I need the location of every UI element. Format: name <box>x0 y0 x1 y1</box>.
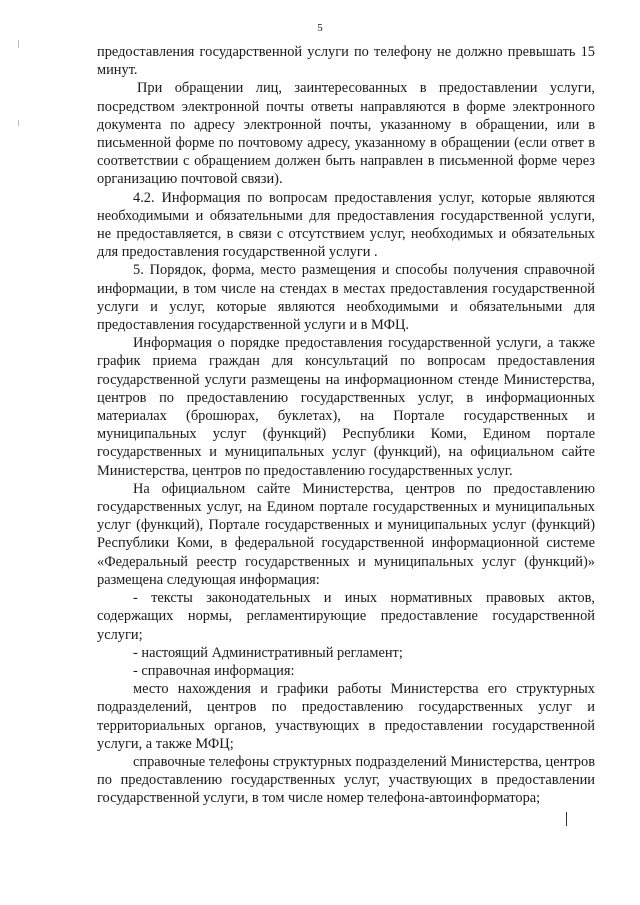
scan-edge-mark-bottom <box>18 120 19 126</box>
document-body <box>97 43 595 808</box>
paragraph-locations-schedules: место нахождения и графики работы Министерства его структурных подразделений, центров по предоставлению государственных услуг и территориальных органов, участвующих в предоставлении государственной услуги, а также МФЦ; <box>97 681 595 752</box>
paragraph-official-site: На официальном сайте Министерства, центров по предоставлению государственных услуг, на Едином портале государственных и муниципальных услуг (функций), Портале государственных и муниципальных услуг (функций) Республики Коми, в федеральной государственной информационной системе «Федеральный реестр государственных и муниципальных услуг (функций)» размещена следующая информация: <box>97 480 595 588</box>
paragraph-reference-phones: справочные телефоны структурных подразделений Министерства, центров по предоставлению государственных услуг, участвующих в предоставлении государственной услуги, в том числе номер телефона-автоинформатора; <box>97 753 595 807</box>
paragraph-section-4-2: 4.2. Информация по вопросам предоставления услуг, которые являются необходимыми и обязательными для предоставления государственной услуги, не предоставляется, в связи с отсутствием услуг, необходимых и обязательных для предоставления государственной услуги . <box>97 189 595 261</box>
margin-pen-mark <box>566 812 567 826</box>
paragraph-section-5: 5. Порядок, форма, место размещения и способы получения справочной информации, в том числе на стендах в местах предоставления государственной услуги и услуг, которые являются необходимыми и обязательными для предоставления государственной услуги и в МФЦ. <box>97 262 595 334</box>
paragraph-email-responses: При обращении лиц, заинтересованных в предоставлении услуги, посредством электронной почты ответы направляются в форме электронного документа по адресу электронной почты, указанному в обращении, или в письменной форме по почтовому адресу, указанному в обращении (если ответ в соответствии с обращением должен быть направлен в письменной форме через организацию почтовой связи). <box>97 80 595 188</box>
list-item-reference-info: - справочная информация: <box>133 662 295 679</box>
paragraph-information-placement: Информация о порядке предоставления государственной услуги, а также график приема граждан для консультаций по вопросам предоставления государственной услуги размещены на информационном стенде Министерства, центров по предоставлению государственных услуг, в информационных материалах (брошюрах, буклетах), на Портале государственных и муниципальных услуг (функций) Республики Коми, Едином портале государственных и муниципальных услуг (функций), на официальном сайте Министерства, центров по предоставлению государственных услуг. <box>97 335 595 479</box>
scan-edge-mark-top <box>18 40 19 48</box>
list-item-regulation: - настоящий Административный регламент; <box>133 644 403 661</box>
paragraph-phone-duration: предоставления государственной услуги по телефону не должно превышать 15 минут. <box>97 44 595 79</box>
page-number: 5 <box>317 22 323 34</box>
list-item-legal-texts: - тексты законодательных и иных нормативных правовых актов, содержащих нормы, регламентирующие предоставление государственной услуги; <box>97 590 595 643</box>
